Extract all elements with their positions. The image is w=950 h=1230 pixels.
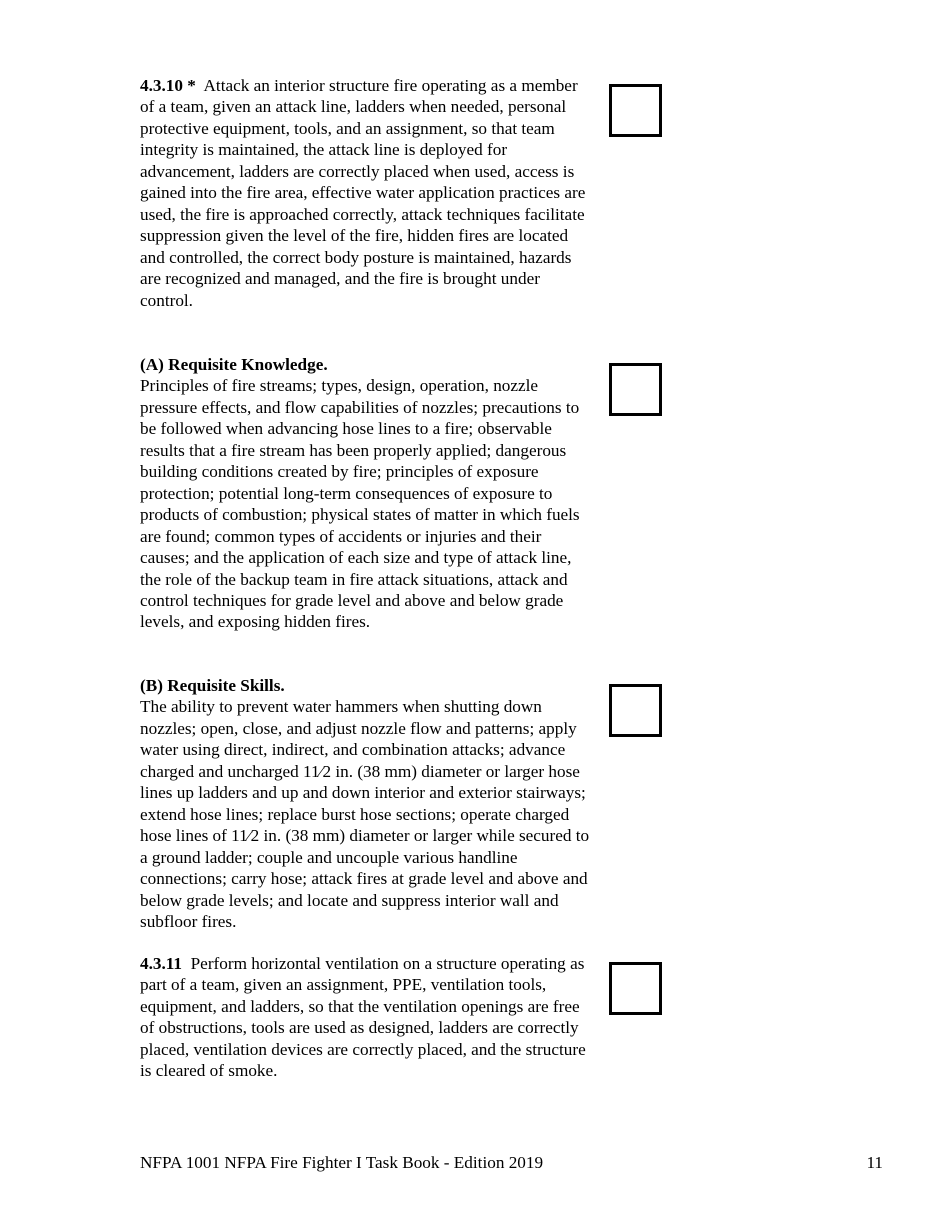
section-number: 4.3.11 xyxy=(140,954,183,973)
section-4-3-11-text xyxy=(140,953,595,1082)
checkbox-4-3-10[interactable] xyxy=(609,84,662,137)
section-heading: (A) Requisite Knowledge. xyxy=(140,355,328,374)
page-number: 11 xyxy=(866,1153,883,1172)
section-number: 4.3.10 * xyxy=(140,76,196,95)
section-4-3-10-text xyxy=(140,75,595,311)
footer-title: NFPA 1001 NFPA Fire Fighter I Task Book - Edition 2019 xyxy=(140,1153,544,1172)
section-4-3-10 xyxy=(140,75,595,311)
section-requisite-knowledge xyxy=(140,354,595,633)
section-requisite-skills xyxy=(140,675,595,932)
section-body: The ability to prevent water hammers when shutting down nozzles; open, close, and adjust nozzle flow and patterns; apply water using direct, indirect, and combination attacks; advance charged and uncharged 11⁄2 in. (38 mm) diameter or larger hose lines up ladders and up and down interior and exterior stairways; extend hose lines; replace burst hose sections; operate charged hose lines of 11⁄2 in. (38 mm) diameter or larger while secured to a ground ladder; couple and uncouple various handline connections; carry hose; attack fires at grade level and above and below grade levels; and locate and suppress interior wall and subfloor fires. xyxy=(140,697,590,931)
section-body: Principles of fire streams; types, design, operation, nozzle pressure effects, and flow capabilities of nozzles; precautions to be followed when advancing hose lines to a fire; observable results that a fire stream has been properly applied; dangerous building conditions created by fire; principles of exposure protection; potential long-term consequences of exposure to products of combustion; physical states of matter in which fuels are found; common types of accidents or injuries and their causes; and the application of each size and type of attack line, the role of the backup team in fire attack situations, attack and control techniques for grade level and above and below grade levels, and exposing hidden fires. xyxy=(140,376,580,632)
section-body: Attack an interior structure fire operating as a member of a team, given an attack line, ladders when needed, personal protective equipment, tools, and an assignment, so that team integrity is maintained, the attack line is deployed for advancement, ladders are correctly placed when used, access is gained into the fire area, effective water application practices are used, the fire is approached correctly, attack techniques facilitate suppression given the level of the fire, hidden fires are located and controlled, the correct body posture is maintained, hazards are recognized and managed, and the fire is brought under control. xyxy=(140,76,586,310)
checkbox-requisite-skills[interactable] xyxy=(609,684,662,737)
section-heading: (B) Requisite Skills. xyxy=(140,676,285,695)
section-4-3-11 xyxy=(140,953,595,1082)
checkbox-requisite-knowledge[interactable] xyxy=(609,363,662,416)
checkbox-4-3-11[interactable] xyxy=(609,962,662,1015)
section-body: Perform horizontal ventilation on a structure operating as part of a team, given an assignment, PPE, ventilation tools, equipment, and ladders, so that the ventilation openings are free of obstructions, tools are used as designed, ladders are correctly placed, ventilation devices are correctly placed, and the structure is cleared of smoke. xyxy=(140,954,586,1081)
